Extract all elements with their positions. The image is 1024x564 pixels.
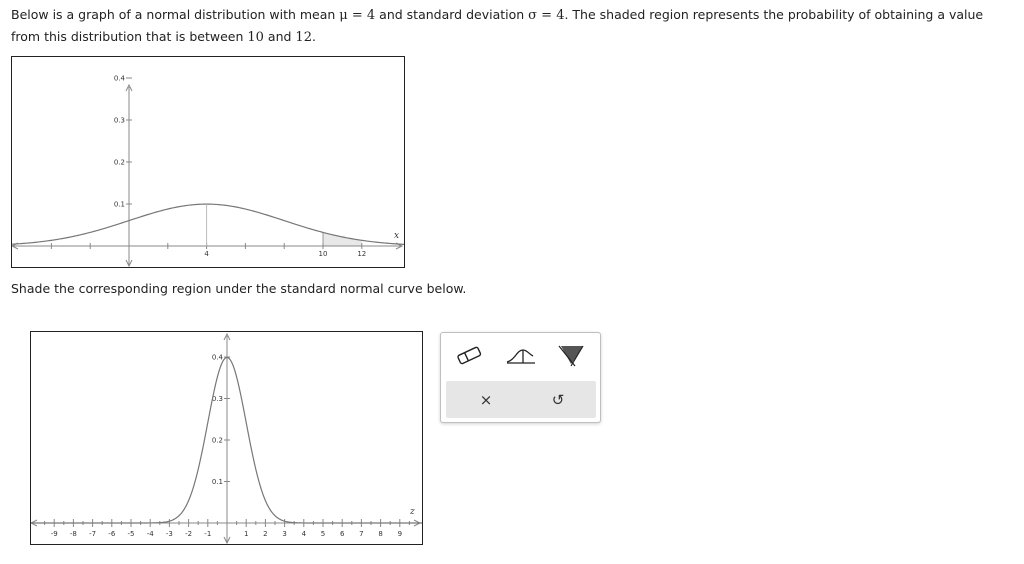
sd-expression: σ = 4: [528, 8, 565, 23]
toolbox-actions: [446, 381, 596, 418]
normal-distribution-graph: [11, 56, 405, 268]
y-tick-label: 0.3: [211, 395, 223, 403]
clear-button[interactable]: [456, 381, 516, 418]
z-tick-label: -6: [108, 530, 116, 538]
undo-button[interactable]: [528, 381, 588, 418]
close-icon: ×: [479, 390, 493, 409]
z-tick-label: 3: [282, 530, 287, 538]
y-tick-label: 0.4: [211, 353, 223, 362]
shade-instruction: Shade the corresponding region under the standard normal curve below.: [11, 281, 467, 296]
intro-text-4: and: [263, 29, 296, 44]
standard-normal-chart[interactable]: [31, 332, 422, 544]
eraser-icon: [455, 344, 483, 366]
region-tool[interactable]: [555, 341, 587, 369]
mean-expression: μ = 4: [339, 8, 376, 23]
left-tail-tool[interactable]: [505, 341, 537, 369]
left-tail-shade-icon: [505, 344, 537, 366]
z-tick-label: 2: [263, 530, 268, 538]
z-tick-label: -1: [204, 530, 212, 538]
y-tick-label: 0.4: [113, 74, 125, 83]
z-tick-label: -9: [50, 530, 58, 538]
intro-text-5: .: [311, 29, 316, 44]
z-tick-label: 9: [397, 530, 403, 538]
z-tick-label: -3: [165, 530, 173, 538]
z-tick-label: 5: [320, 530, 326, 538]
z-tick-label: -7: [89, 530, 97, 538]
problem-statement: [11, 4, 1016, 48]
intro-text-2: and standard deviation: [375, 7, 529, 22]
shading-toolbox: [440, 332, 601, 423]
y-tick-label: 0.2: [113, 158, 125, 167]
z-tick-label: 1: [243, 530, 249, 538]
lower-value: 10: [247, 30, 264, 45]
y-tick-label: 0.2: [211, 436, 223, 445]
intro-text-3: . The shaded region represents the probability of obtaining a value from this distribution that is between: [11, 7, 984, 44]
z-tick-label: -4: [146, 530, 154, 538]
z-tick-label: 4: [301, 530, 307, 538]
x-tick-label: 12: [357, 250, 367, 258]
z-tick-label: -5: [127, 530, 135, 538]
z-tick-label: -2: [185, 530, 193, 538]
undo-icon: ↺: [551, 390, 565, 409]
eraser-tool[interactable]: [453, 341, 485, 369]
region-shade-icon: [555, 342, 587, 368]
x-tick-label: 10: [318, 250, 328, 258]
z-axis-label: z: [410, 507, 415, 517]
upper-value: 12: [295, 30, 312, 45]
standard-normal-graph[interactable]: [30, 331, 423, 545]
x-tick-label: 4: [204, 250, 209, 258]
z-tick-label: 8: [378, 530, 383, 538]
normal-curve-chart: [12, 57, 404, 267]
y-tick-label: 0.1: [113, 200, 125, 209]
intro-text-1: Below is a graph of a normal distribution with mean: [11, 7, 340, 22]
z-tick-label: 7: [359, 530, 364, 538]
y-tick-label: 0.1: [211, 478, 223, 486]
x-axis-label: x: [394, 231, 400, 241]
z-tick-label: -8: [69, 530, 77, 538]
z-tick-label: 6: [339, 530, 345, 538]
y-tick-label: 0.3: [113, 116, 125, 125]
